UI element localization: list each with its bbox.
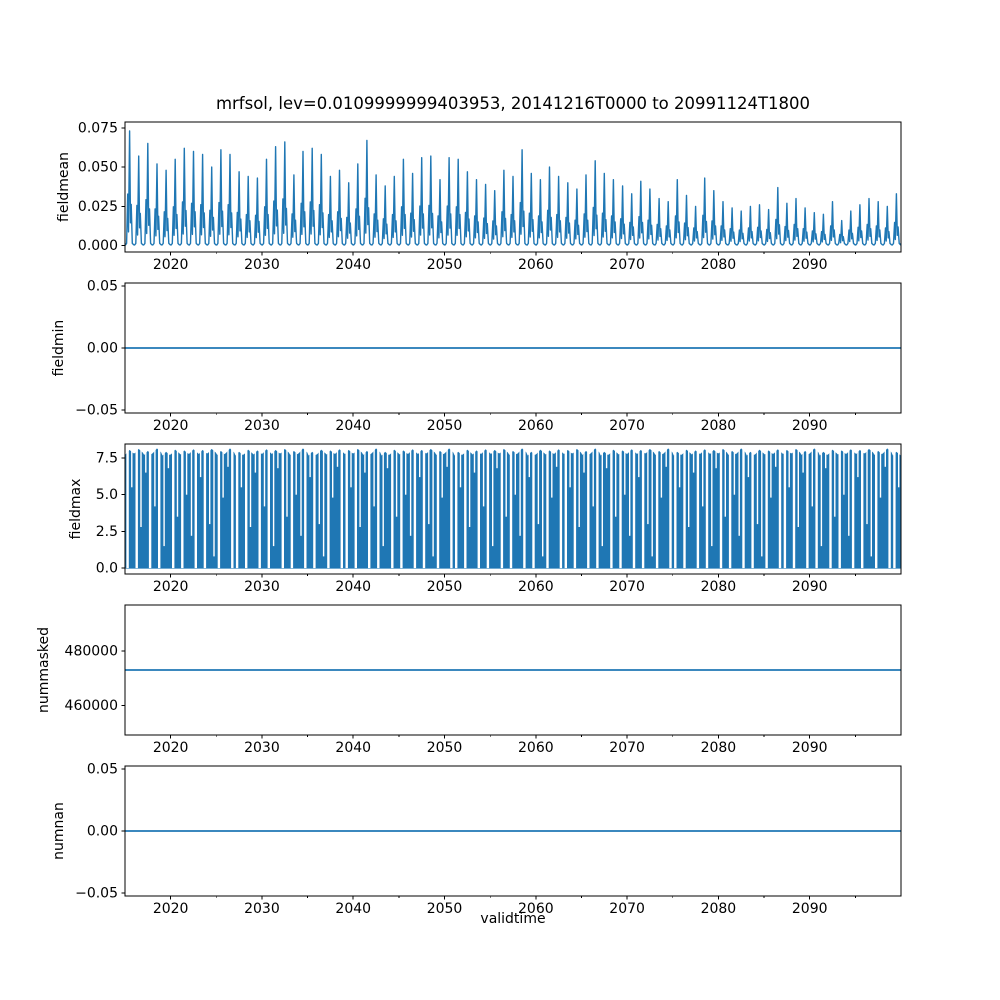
band-notch	[282, 445, 284, 568]
x-tick-label: 2040	[335, 901, 372, 917]
ylabel-fieldmax: fieldmax	[68, 478, 84, 540]
band-notch	[843, 445, 844, 495]
ylabel-fieldmean: fieldmean	[56, 152, 72, 222]
band-notch	[875, 445, 877, 568]
band-notch	[469, 445, 470, 527]
band-notch	[168, 445, 169, 468]
band-notch	[848, 445, 849, 536]
y-tick-label: 0.00	[86, 340, 118, 357]
band-notch	[661, 445, 662, 498]
band-notch	[779, 445, 781, 568]
y-tick-label: 0.0	[95, 560, 118, 577]
y-tick-label: 460000	[64, 698, 118, 715]
y-tick-label: 7.5	[95, 450, 118, 467]
band-notch	[638, 445, 639, 477]
band-notch	[350, 445, 351, 487]
x-tick-label: 2090	[791, 901, 828, 917]
band-notch	[496, 445, 497, 468]
band-notch	[596, 445, 598, 568]
series-fieldmean	[125, 131, 901, 245]
band-notch	[296, 445, 297, 495]
band-notch	[204, 445, 206, 568]
band-notch	[775, 445, 776, 467]
x-tick-label: 2020	[152, 901, 189, 917]
band-notch	[483, 445, 484, 506]
x-tick-label: 2040	[335, 257, 372, 273]
band-notch	[319, 445, 320, 524]
x-tick-label: 2080	[700, 901, 737, 917]
band-notch	[656, 445, 658, 568]
band-notch	[396, 445, 397, 517]
band-notch	[619, 445, 621, 568]
band-notch	[523, 445, 525, 568]
band-notch	[259, 445, 261, 568]
y-tick-label: 480000	[64, 643, 118, 660]
band-notch	[437, 445, 439, 568]
band-notch	[587, 445, 589, 568]
band-notch	[227, 445, 228, 467]
y-tick-label: 0.050	[77, 159, 118, 176]
subplot-fieldmax	[96, 444, 901, 595]
band-notch	[387, 445, 388, 468]
band-notch	[323, 445, 324, 556]
band-notch	[751, 445, 753, 568]
band-notch	[825, 445, 826, 468]
band-notch	[304, 445, 306, 568]
band-notch	[391, 445, 393, 568]
ylabel-fieldmin: fieldmin	[51, 319, 67, 377]
band-notch	[255, 445, 256, 473]
band-notch	[793, 445, 795, 568]
band-notch	[300, 445, 301, 536]
x-tick-label: 2030	[244, 257, 280, 273]
x-tick-label: 2060	[518, 740, 554, 756]
band-notch	[400, 445, 402, 568]
band-notch	[442, 445, 443, 498]
band-notch	[126, 445, 128, 568]
band-notch	[697, 445, 699, 568]
subplot-numnan	[75, 762, 901, 917]
band-notch	[556, 445, 557, 467]
y-tick-label: 0.075	[77, 120, 118, 137]
x-tick-label: 2060	[518, 579, 554, 595]
band-notch	[683, 445, 685, 568]
band-notch	[478, 445, 480, 568]
band-notch	[898, 445, 899, 487]
x-tick-label: 2070	[609, 579, 645, 595]
band-notch	[277, 445, 278, 468]
x-tick-label: 2030	[244, 740, 280, 756]
band-notch	[748, 445, 749, 477]
band-notch	[798, 445, 799, 527]
band-notch	[593, 445, 594, 506]
band-notch	[885, 445, 886, 467]
band-notch	[642, 445, 644, 568]
band-notch	[652, 445, 653, 556]
band-notch	[565, 445, 567, 568]
band-notch	[880, 445, 881, 498]
band-notch	[337, 445, 338, 467]
band-notch	[802, 445, 803, 473]
y-tick-label: 0.05	[86, 761, 118, 778]
band-notch	[729, 445, 731, 568]
x-tick-label: 2090	[791, 257, 828, 273]
band-notch	[647, 445, 648, 524]
x-tick-label: 2080	[700, 740, 737, 756]
x-tick-label: 2080	[700, 579, 737, 595]
band-notch	[419, 445, 420, 477]
x-tick-label: 2050	[426, 418, 463, 434]
band-notch	[852, 445, 854, 568]
y-tick-label: 0.00	[86, 823, 118, 840]
band-notch	[264, 445, 265, 506]
band-notch	[163, 445, 164, 546]
y-tick-label: 0.05	[86, 278, 118, 295]
band-notch	[309, 445, 310, 477]
band-notch	[610, 445, 612, 568]
x-tick-label: 2050	[426, 740, 463, 756]
x-tick-label: 2070	[609, 901, 645, 917]
x-tick-label: 2070	[609, 257, 645, 273]
band-notch	[492, 445, 493, 546]
x-tick-label: 2050	[426, 257, 463, 273]
band-notch	[191, 445, 192, 536]
y-tick-label: 0.000	[77, 238, 118, 255]
band-notch	[222, 445, 223, 498]
subplot-nummasked	[65, 605, 901, 756]
band-notch	[245, 445, 247, 568]
band-notch	[893, 445, 895, 568]
x-tick-label: 2040	[335, 579, 372, 595]
band-notch	[871, 445, 872, 556]
xlabel: validtime	[480, 911, 546, 927]
x-tick-label: 2040	[335, 740, 372, 756]
band-notch	[209, 445, 210, 524]
x-tick-label: 2060	[518, 257, 554, 273]
band-notch	[236, 445, 238, 568]
x-tick-label: 2080	[700, 257, 737, 273]
band-notch	[857, 445, 858, 477]
x-tick-label: 2020	[152, 418, 189, 434]
band-notch	[506, 445, 507, 517]
spike-line	[125, 131, 901, 245]
y-tick-label: 2.5	[95, 523, 118, 540]
band-notch	[172, 445, 174, 568]
band-notch	[158, 445, 160, 568]
band-notch	[450, 445, 452, 568]
band-notch	[149, 445, 151, 568]
x-tick-label: 2050	[426, 901, 463, 917]
x-tick-label: 2090	[791, 579, 828, 595]
band-notch	[789, 445, 790, 487]
band-notch	[606, 445, 607, 468]
band-notch	[770, 445, 771, 498]
band-notch	[501, 445, 503, 568]
band-notch	[829, 445, 831, 568]
band-notch	[460, 445, 461, 487]
band-notch	[359, 445, 360, 527]
band-notch	[414, 445, 416, 568]
y-tick-label: 0.025	[77, 198, 118, 215]
x-tick-label: 2050	[426, 579, 463, 595]
band-notch	[405, 445, 406, 495]
band-notch	[834, 445, 835, 517]
band-notch	[140, 445, 141, 527]
band-notch	[286, 445, 287, 517]
chart-title: mrfsol, lev=0.0109999999403953, 20141216T0000 to 20991124T1800	[215, 94, 811, 113]
x-tick-label: 2020	[152, 257, 189, 273]
band-notch	[355, 445, 357, 568]
band-notch	[815, 445, 817, 568]
band-notch	[131, 445, 132, 487]
band-notch	[464, 445, 466, 568]
band-notch	[821, 445, 822, 546]
band-notch	[177, 445, 178, 517]
band-notch	[250, 445, 251, 527]
band-notch	[866, 445, 867, 524]
band-notch	[706, 445, 708, 568]
y-tick-label: −0.05	[75, 402, 118, 419]
band-notch	[186, 445, 187, 495]
band-notch	[666, 445, 667, 467]
band-notch	[341, 445, 343, 568]
x-tick-label: 2040	[335, 418, 372, 434]
x-tick-label: 2030	[244, 579, 280, 595]
band-notch	[428, 445, 429, 524]
band-notch	[373, 445, 374, 506]
band-notch	[195, 445, 197, 568]
subplot-fieldmean	[78, 120, 901, 273]
band-notch	[231, 445, 233, 568]
band-notch	[569, 445, 570, 487]
band-notch	[455, 445, 457, 568]
subplot-fieldmin	[75, 279, 901, 434]
band-notch	[332, 445, 333, 498]
band-notch	[542, 445, 543, 556]
x-tick-label: 2030	[244, 901, 280, 917]
band-notch	[761, 445, 762, 556]
band-notch	[546, 445, 548, 568]
band-notch	[551, 445, 552, 498]
band-notch	[538, 445, 539, 524]
band-notch	[574, 445, 576, 568]
series-fieldmax	[125, 445, 901, 568]
band-notch	[423, 445, 425, 568]
band-notch	[487, 445, 489, 568]
band-notch	[624, 445, 625, 495]
band-notch	[633, 445, 635, 568]
band-notch	[579, 445, 580, 527]
band-notch	[529, 445, 530, 477]
x-tick-label: 2020	[152, 740, 189, 756]
band-notch	[602, 445, 603, 546]
band-notch	[410, 445, 411, 536]
band-notch	[136, 445, 138, 568]
x-tick-label: 2080	[700, 418, 737, 434]
band-notch	[532, 445, 534, 568]
band-notch	[154, 445, 155, 506]
band-notch	[213, 445, 214, 556]
band-notch	[784, 445, 786, 568]
band-notch	[742, 445, 744, 568]
band-notch	[734, 445, 735, 495]
y-tick-label: −0.05	[75, 885, 118, 902]
y-tick-label: 5.0	[95, 487, 118, 504]
band-notch	[702, 445, 703, 506]
band-notch	[615, 445, 616, 517]
x-tick-label: 2060	[518, 418, 554, 434]
band-notch	[432, 445, 433, 556]
x-tick-label: 2070	[609, 418, 645, 434]
band-notch	[725, 445, 726, 517]
band-notch	[218, 445, 220, 568]
band-notch	[364, 445, 365, 473]
x-tick-label: 2060	[518, 901, 554, 917]
band-notch	[711, 445, 712, 546]
band-notch	[765, 445, 767, 568]
band-notch	[291, 445, 293, 568]
band-notch	[181, 445, 183, 568]
x-tick-label: 2030	[244, 418, 280, 434]
band-notch	[861, 445, 863, 568]
band-notch	[757, 445, 758, 524]
band-notch	[669, 445, 671, 568]
band-notch	[200, 445, 201, 477]
band-notch	[474, 445, 475, 473]
band-notch	[446, 445, 447, 467]
band-notch	[377, 445, 379, 568]
ylabel-nummasked: nummasked	[36, 627, 52, 714]
band-notch	[583, 445, 584, 473]
ylabel-numnan: numnan	[51, 802, 67, 860]
band-notch	[839, 445, 841, 568]
band-notch	[313, 445, 315, 568]
band-notch	[515, 445, 516, 495]
band-notch	[739, 445, 740, 536]
band-notch	[273, 445, 274, 546]
x-tick-label: 2090	[791, 418, 828, 434]
x-tick-label: 2070	[609, 740, 645, 756]
band-notch	[888, 445, 890, 568]
band-notch	[806, 445, 808, 568]
band-notch	[145, 445, 146, 473]
band-notch	[715, 445, 716, 468]
band-notch	[560, 445, 562, 568]
band-notch	[268, 445, 270, 568]
band-notch	[629, 445, 630, 536]
band-notch	[693, 445, 694, 473]
band-notch	[674, 445, 676, 568]
band-notch	[510, 445, 512, 568]
band-notch	[241, 445, 242, 487]
band-notch	[720, 445, 722, 568]
band-notch	[519, 445, 520, 536]
band-notch	[327, 445, 329, 568]
band-notch	[812, 445, 813, 506]
x-tick-label: 2090	[791, 740, 828, 756]
band-notch	[383, 445, 384, 546]
band-notch	[688, 445, 689, 527]
band-notch	[368, 445, 370, 568]
x-tick-label: 2020	[152, 579, 189, 595]
band-notch	[679, 445, 680, 487]
band-notch	[346, 445, 348, 568]
